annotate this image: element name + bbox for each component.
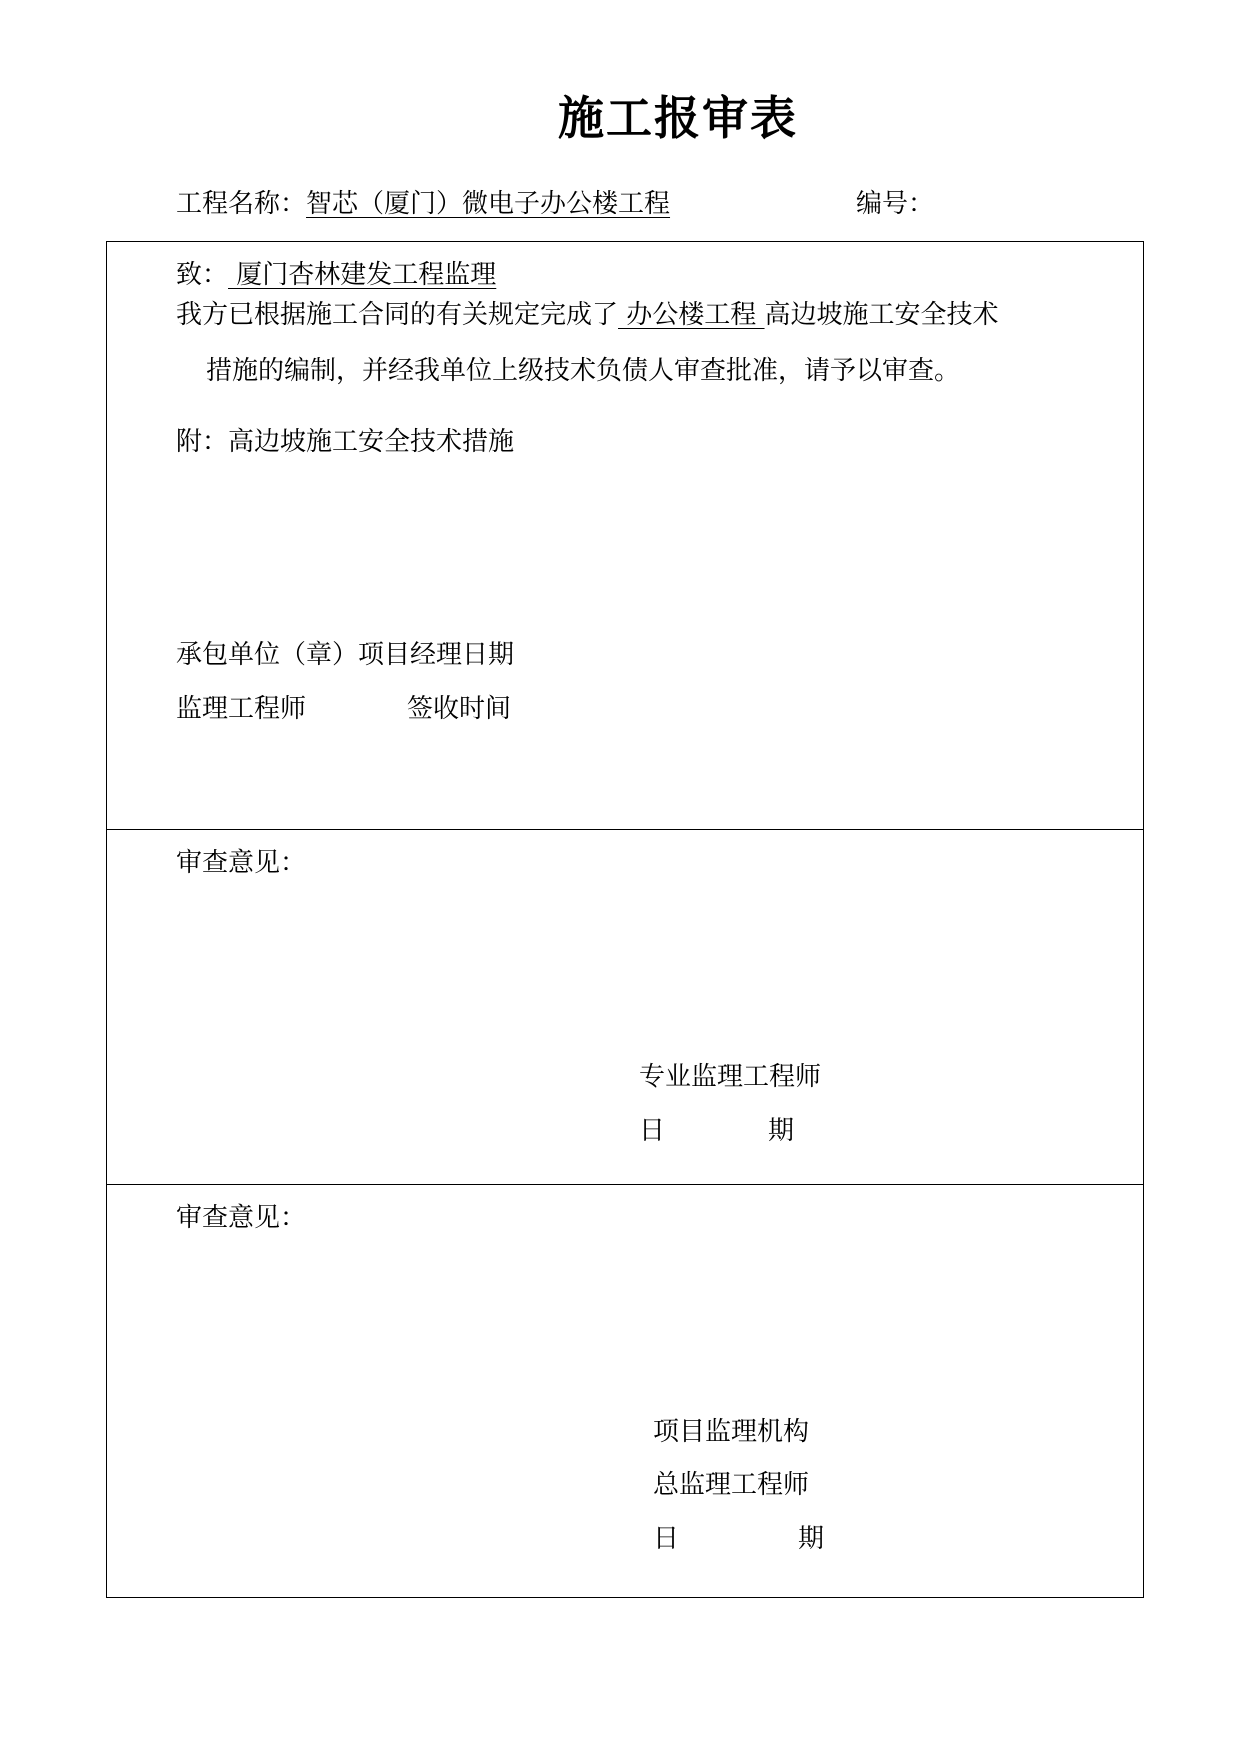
submission-body-line1: [176, 297, 999, 333]
chief-date-char2: 期: [798, 1524, 825, 1554]
review-opinion-label: 审查意见：: [176, 848, 307, 878]
review-opinion-label-2: 审查意见：: [176, 1203, 307, 1233]
addressee-label: 致：: [176, 260, 229, 290]
addressee-value: 厦门杏林建发工程监理: [228, 260, 497, 290]
supervision-org-label: 项目监理机构: [653, 1417, 810, 1447]
chief-engineer-label: 总监理工程师: [653, 1470, 810, 1500]
body-project-blank: 办公楼工程: [618, 300, 765, 330]
submission-body-line2: 措施的编制，并经我单位上级技术负债人审查批准，请予以审查。: [206, 356, 961, 386]
specialist-date-char2: 期: [768, 1116, 795, 1146]
project-label: 工程名称：: [176, 189, 307, 219]
addressee-row: [176, 257, 496, 293]
attachment-line: 附：高边坡施工安全技术措施: [176, 427, 515, 457]
specialist-engineer-label: 专业监理工程师: [639, 1062, 822, 1092]
number-label: 编号：: [856, 189, 935, 219]
project-name-value: 智芯（厦门）微电子办公楼工程: [306, 189, 671, 219]
project-name-row: [176, 186, 670, 222]
specialist-review-section: [106, 829, 1144, 1185]
chief-date-char1: 日: [653, 1524, 680, 1554]
contractor-sign-line: 承包单位（章）项目经理日期: [176, 640, 515, 670]
receipt-time-label: 签收时间: [407, 694, 512, 724]
body-suffix: 高边坡施工安全技术: [764, 300, 999, 330]
page-title: 施工报审表: [558, 91, 798, 145]
supervisor-label: 监理工程师: [176, 694, 307, 724]
chief-review-section: [106, 1184, 1144, 1598]
body-prefix: 我方已根据施工合同的有关规定完成了: [176, 300, 619, 330]
specialist-date-char1: 日: [639, 1116, 666, 1146]
